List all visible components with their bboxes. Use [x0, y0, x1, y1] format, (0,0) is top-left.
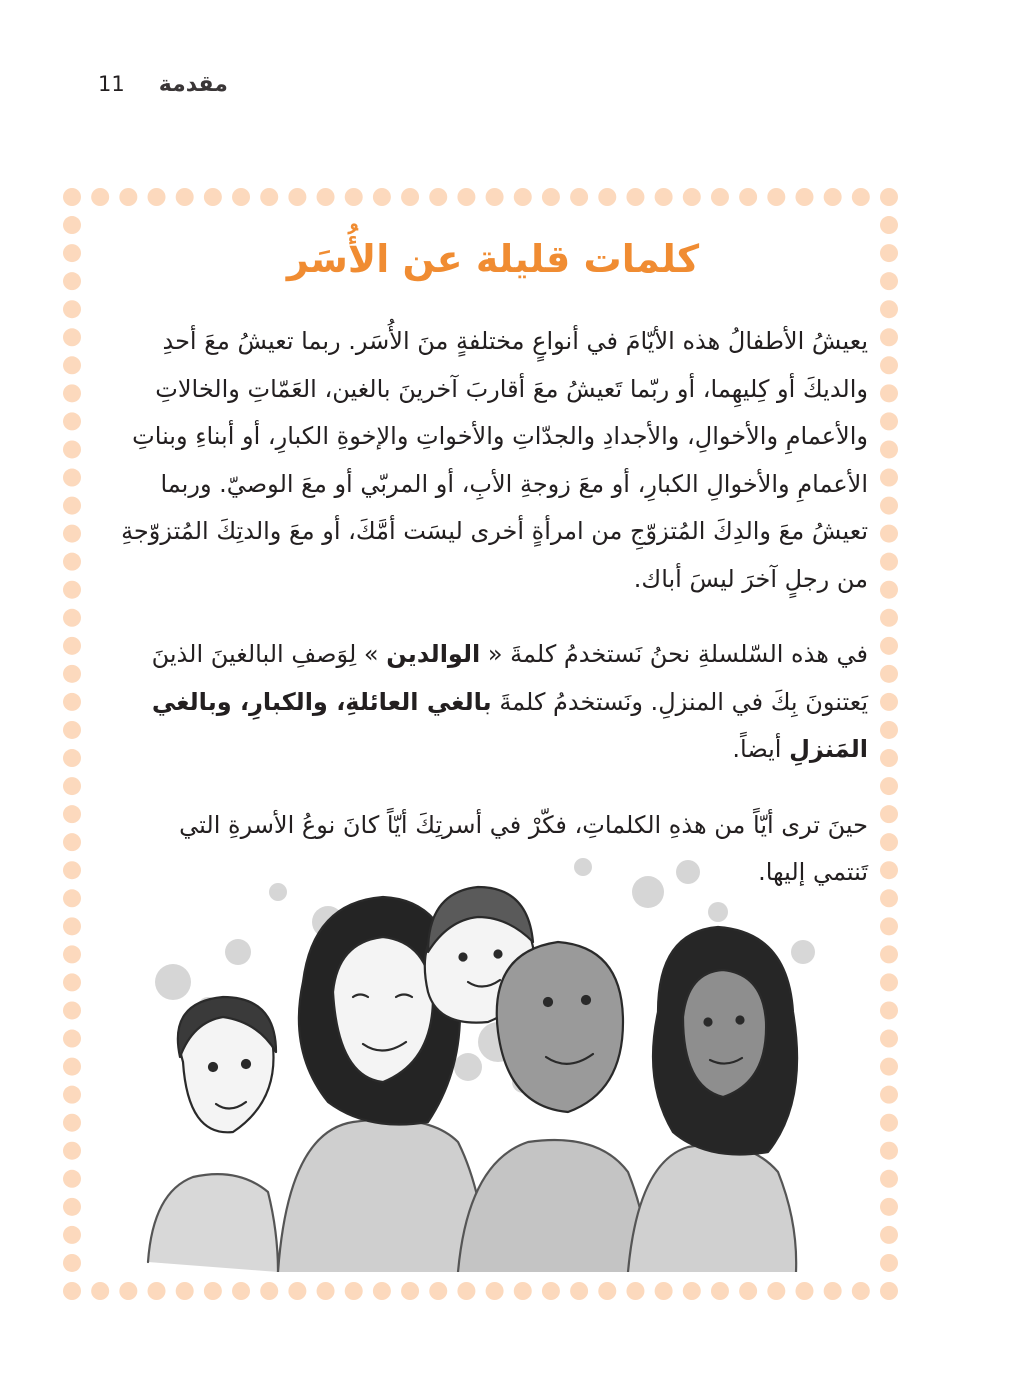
frame-dot [542, 1282, 560, 1300]
frame-dot [767, 188, 785, 206]
frame-dot [63, 805, 81, 823]
frame-dot [317, 1282, 335, 1300]
frame-dot [880, 973, 898, 991]
frame-dot [739, 188, 757, 206]
frame-dot [63, 497, 81, 515]
frame-dot [880, 1254, 898, 1272]
frame-dot [880, 945, 898, 963]
frame-dot [63, 1170, 81, 1188]
frame-dot [655, 188, 673, 206]
frame-dot [711, 188, 729, 206]
frame-dot [880, 525, 898, 543]
frame-dot [63, 1114, 81, 1132]
frame-dot [63, 581, 81, 599]
frame-dot [63, 1282, 81, 1300]
paragraph-terms-text-a: في هذه السّلسلةِ نحنُ نَستخدمُ كلمةَ « [480, 640, 868, 668]
frame-dot [626, 188, 644, 206]
frame-dot [880, 553, 898, 571]
frame-dot [767, 1282, 785, 1300]
frame-dot [655, 1282, 673, 1300]
info-box [118, 228, 868, 925]
frame-dot [232, 1282, 250, 1300]
paragraph-terms-text-b: » لِوَصفِ البالغينَ الذينَ يَعتنونَ بِكَ في المنزلِ. ونَستخدمُ كلمةَ [151, 640, 868, 716]
frame-dot [880, 833, 898, 851]
frame-dot [63, 1226, 81, 1244]
frame-dot [880, 777, 898, 795]
frame-dot [63, 553, 81, 571]
frame-dot [880, 216, 898, 234]
frame-dot [880, 272, 898, 290]
frame-dot [63, 469, 81, 487]
child-figure [148, 997, 278, 1272]
frame-dot [63, 412, 81, 430]
paragraph-terms-text-c: أيضاً. [732, 735, 790, 763]
frame-dot [63, 384, 81, 402]
frame-dot [345, 188, 363, 206]
frame-dot [880, 1170, 898, 1188]
frame-dot [63, 1142, 81, 1160]
frame-dot [880, 721, 898, 739]
frame-dot [429, 188, 447, 206]
box-title: كلمات قليلة عن الأُسَر [286, 237, 700, 281]
frame-dot [63, 637, 81, 655]
frame-dot [91, 188, 109, 206]
frame-dot [119, 1282, 137, 1300]
frame-dot [119, 188, 137, 206]
paragraph-family-types: يعيشُ الأطفالُ هذه الأيّامَ في أنواعٍ مختلفةٍ منَ الأُسَر. ربما تعيشُ معَ أحدِ والديكَ أو كِليهِما، أو ربّما تَعيشُ معَ أقاربَ آخرينَ بالغين، العَمّاتِ والخالاتِ والأعمامِ والأخوالِ، والأجدادِ والجدّاتِ والأخواتِ والإخوةِ الكبارِ، أو أبناءِ وبناتِ الأعمامِ والأخوالِ الكبارِ، أو معَ زوجةِ الأبِ، أو المربّي أو معَ الوصيّ. وربما تعيشُ معَ والدِكَ المُتزوّجِ من امرأةٍ أخرى ليسَت أمَّكَ، أو معَ والدتِكَ المُتزوّجةِ من رجلٍ آخرَ ليسَ أباك. [121, 327, 868, 593]
frame-dot [63, 525, 81, 543]
frame-dot [232, 188, 250, 206]
frame-dot [63, 693, 81, 711]
frame-dot [176, 1282, 194, 1300]
frame-dot [626, 1282, 644, 1300]
frame-dot [880, 581, 898, 599]
frame-dot [63, 356, 81, 374]
frame-dot [880, 188, 898, 206]
frame-dot [63, 188, 81, 206]
frame-dot [63, 749, 81, 767]
frame-dot [204, 1282, 222, 1300]
frame-dot [880, 1114, 898, 1132]
frame-dot [345, 1282, 363, 1300]
frame-dot [824, 188, 842, 206]
frame-dot [880, 1086, 898, 1104]
frame-dot [63, 889, 81, 907]
frame-dot [63, 721, 81, 739]
frame-dot [598, 1282, 616, 1300]
frame-dot [63, 609, 81, 627]
frame-dot [63, 440, 81, 458]
frame-dot [148, 1282, 166, 1300]
frame-dot [63, 244, 81, 262]
frame-dot [514, 1282, 532, 1300]
frame-dot [401, 1282, 419, 1300]
frame-dot [880, 440, 898, 458]
frame-dot [486, 188, 504, 206]
frame-dot [852, 188, 870, 206]
frame-dot [63, 1086, 81, 1104]
frame-dot [63, 1030, 81, 1048]
frame-dot [373, 188, 391, 206]
frame-dot [880, 1058, 898, 1076]
frame-dot [683, 188, 701, 206]
frame-dot [795, 1282, 813, 1300]
frame-dot [401, 188, 419, 206]
frame-dot [63, 1254, 81, 1272]
frame-dot [63, 777, 81, 795]
frame-dot [570, 1282, 588, 1300]
frame-dot [880, 1226, 898, 1244]
frame-dot [542, 188, 560, 206]
frame-dot [795, 188, 813, 206]
frame-dot [880, 497, 898, 515]
frame-dot [429, 1282, 447, 1300]
frame-dot [288, 1282, 306, 1300]
frame-dot [260, 188, 278, 206]
frame-dot [739, 1282, 757, 1300]
frame-dot [880, 609, 898, 627]
frame-dot [880, 412, 898, 430]
section-title: مقدمة [158, 72, 228, 97]
frame-dot [880, 328, 898, 346]
frame-dot [63, 945, 81, 963]
frame-dot [880, 665, 898, 683]
frame-dot [63, 1198, 81, 1216]
frame-dot [880, 356, 898, 374]
frame-dot [570, 188, 588, 206]
frame-dot [880, 1030, 898, 1048]
page-number: 11 [98, 72, 125, 96]
frame-dot [317, 188, 335, 206]
paragraph-think: حينَ ترى أيّاً من هذهِ الكلماتِ، فكّرْ في أسرتِكَ أيّاً كانَ نوعُ الأسرةِ التي تَنتمي إليها. [179, 810, 868, 886]
frame-dot [880, 1198, 898, 1216]
frame-dot [880, 861, 898, 879]
frame-dot [288, 188, 306, 206]
frame-dot [880, 1001, 898, 1019]
frame-dot [63, 216, 81, 234]
frame-dot [457, 188, 475, 206]
frame-dot [63, 917, 81, 935]
frame-dot [683, 1282, 701, 1300]
frame-dot [514, 188, 532, 206]
girl-figure [628, 927, 797, 1272]
frame-dot [880, 244, 898, 262]
frame-dot [63, 328, 81, 346]
frame-dot [63, 1001, 81, 1019]
frame-dot [880, 749, 898, 767]
frame-dot [63, 833, 81, 851]
frame-dot [880, 384, 898, 402]
frame-dot [63, 300, 81, 318]
frame-dot [148, 188, 166, 206]
frame-dot [880, 917, 898, 935]
frame-dot [91, 1282, 109, 1300]
term-family-adults: بالغي العائلةِ، والكبارِ، وبالغي المَنزلِ [151, 687, 868, 763]
page-header [98, 72, 228, 97]
frame-dot [880, 469, 898, 487]
frame-dot [486, 1282, 504, 1300]
frame-dot [880, 300, 898, 318]
frame-dot [880, 1142, 898, 1160]
frame-dot [457, 1282, 475, 1300]
frame-dot [373, 1282, 391, 1300]
frame-dot [63, 973, 81, 991]
frame-dot [260, 1282, 278, 1300]
frame-dot [176, 188, 194, 206]
frame-dot [63, 272, 81, 290]
frame-dot [63, 665, 81, 683]
family-illustration [128, 832, 828, 1272]
frame-dot [711, 1282, 729, 1300]
frame-dot [824, 1282, 842, 1300]
frame-dot [880, 693, 898, 711]
frame-dot [63, 1058, 81, 1076]
paragraph-terms [118, 631, 868, 774]
frame-dot [204, 188, 222, 206]
frame-dot [880, 1282, 898, 1300]
frame-dot [852, 1282, 870, 1300]
frame-dot [880, 805, 898, 823]
frame-dot [598, 188, 616, 206]
frame-dot [880, 889, 898, 907]
term-parents: الوالدين [386, 640, 481, 668]
frame-dot [63, 861, 81, 879]
frame-dot [880, 637, 898, 655]
